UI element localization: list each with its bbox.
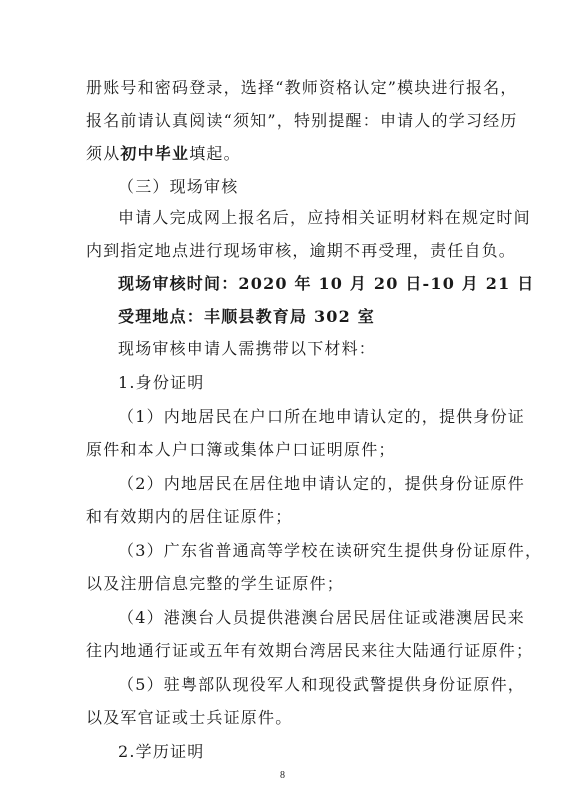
paragraph-line: 内到指定地点进行现场审核，逾期不再受理，责任自负。: [86, 241, 517, 260]
list-heading-education: 2.学历证明: [118, 742, 205, 761]
section-heading: （三）现场审核: [118, 177, 239, 196]
text-span: 填起。: [189, 144, 241, 163]
list-item: 以及注册信息完整的学生证原件；: [86, 574, 345, 593]
page-number: 8: [280, 770, 285, 781]
list-item: （2）内地居民在居住地申请认定的，提供身份证原件: [118, 474, 525, 493]
paragraph-line: 申请人完成网上报名后，应持相关证明材料在规定时间: [118, 208, 531, 227]
review-place: 受理地点：丰顺县教育局 302 室: [118, 307, 375, 326]
paragraph-line: [86, 144, 241, 164]
list-item: 往内地通行证或五年有效期台湾居民来往大陆通行证原件；: [86, 641, 534, 660]
review-time: 现场审核时间：2020 年 10 月 20 日-10 月 21 日: [118, 274, 535, 293]
bold-text: 初中毕业: [120, 144, 190, 163]
list-item: （5）驻粤部队现役军人和现役武警提供身份证原件，: [118, 675, 525, 694]
text-span: 须从: [86, 144, 121, 163]
paragraph-line: 册账号和密码登录，选择“教师资格认定”模块进行报名，: [86, 78, 518, 97]
list-item: 和有效期内的居住证原件；: [86, 507, 293, 526]
list-heading-identity: 1.身份证明: [118, 373, 205, 392]
list-item: 以及军官证或士兵证原件。: [86, 708, 293, 727]
materials-intro: 现场审核申请人需携带以下材料：: [118, 339, 377, 358]
list-item: （1）内地居民在户口所在地申请认定的，提供身份证: [118, 407, 525, 426]
paragraph-line: 报名前请认真阅读“须知”，特别提醒：申请人的学习经历: [86, 111, 518, 130]
list-item: （4）港澳台人员提供港澳台居民居住证或港澳居民来: [118, 608, 525, 627]
list-item: 原件和本人户口簿或集体户口证明原件；: [86, 440, 396, 459]
list-item: （3）广东省普通高等学校在读研究生提供身份证原件，: [118, 541, 543, 560]
